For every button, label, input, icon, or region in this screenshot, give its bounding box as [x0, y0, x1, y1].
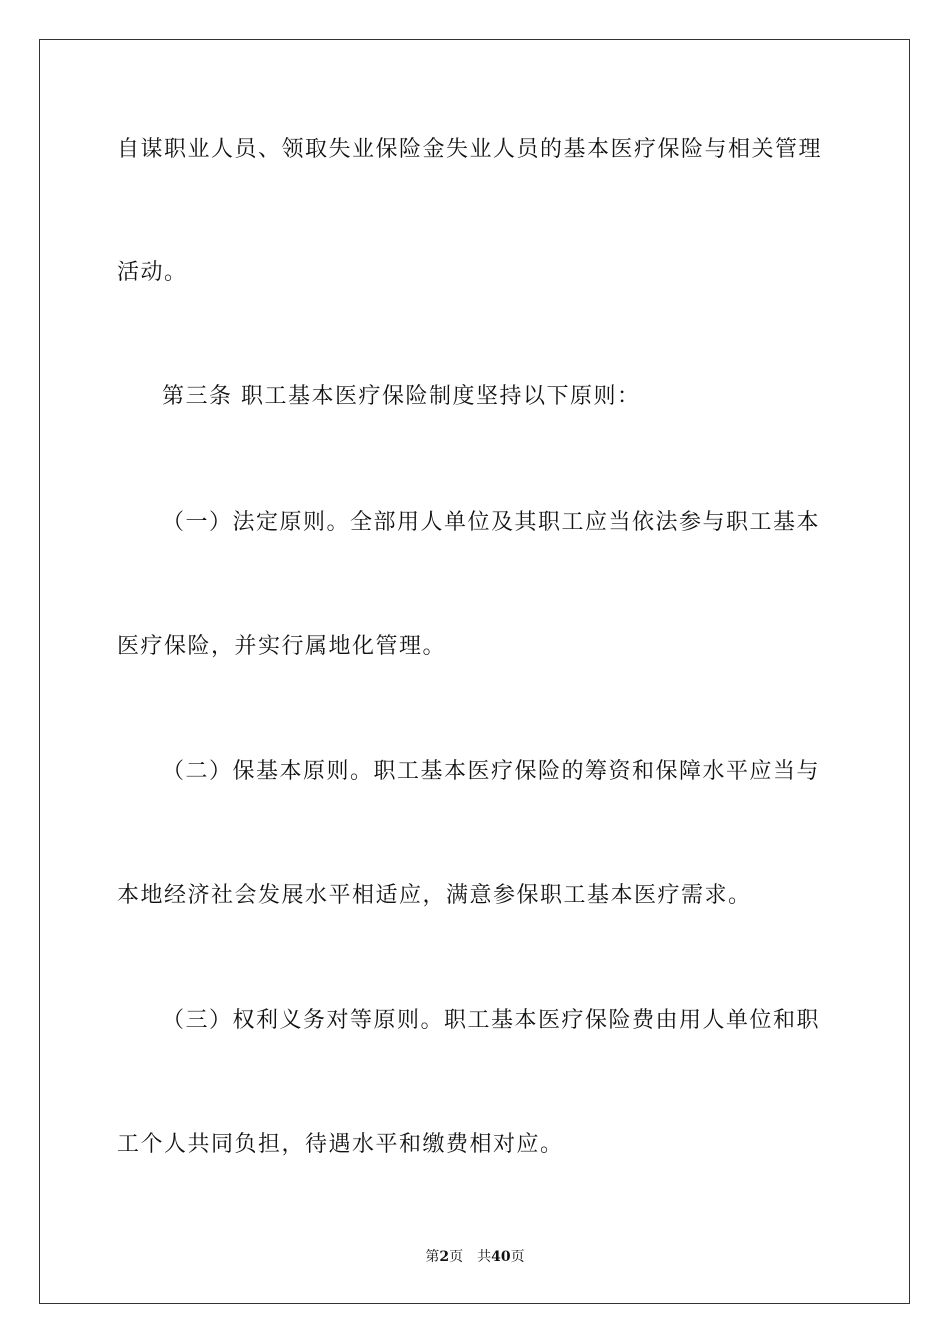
total-pages: 40 — [491, 1249, 511, 1265]
article-three-heading: 第三条 职工基本医疗保险制度坚持以下原则： — [162, 384, 641, 409]
principle-two-line-1: （二）保基本原则。职工基本医疗保险的筹资和保障水平应当与 — [162, 759, 821, 784]
principle-two-line-2: 本地经济社会发展水平相适应，满意参保职工基本医疗需求。 — [117, 883, 752, 908]
total-prefix: 共 — [477, 1249, 492, 1265]
page-number: 2 — [439, 1249, 450, 1265]
page-prefix: 第 — [425, 1249, 440, 1265]
page-footer — [0, 1248, 950, 1266]
total-suffix: 页 — [510, 1249, 525, 1265]
principle-one-line-2: 医疗保险，并实行属地化管理。 — [117, 634, 447, 659]
principle-three-line-1: （三）权利义务对等原则。职工基本医疗保险费由用人单位和职 — [162, 1008, 821, 1033]
page-border — [39, 39, 910, 1304]
principle-one-line-1: （一）法定原则。全部用人单位及其职工应当依法参与职工基本 — [162, 510, 821, 535]
principle-three-line-2: 工个人共同负担，待遇水平和缴费相对应。 — [117, 1132, 564, 1157]
page-suffix: 页 — [449, 1249, 464, 1265]
paragraph-line-2: 活动。 — [117, 260, 188, 285]
paragraph-line-1: 自谋职业人员、领取失业保险金失业人员的基本医疗保险与相关管理 — [117, 137, 823, 162]
